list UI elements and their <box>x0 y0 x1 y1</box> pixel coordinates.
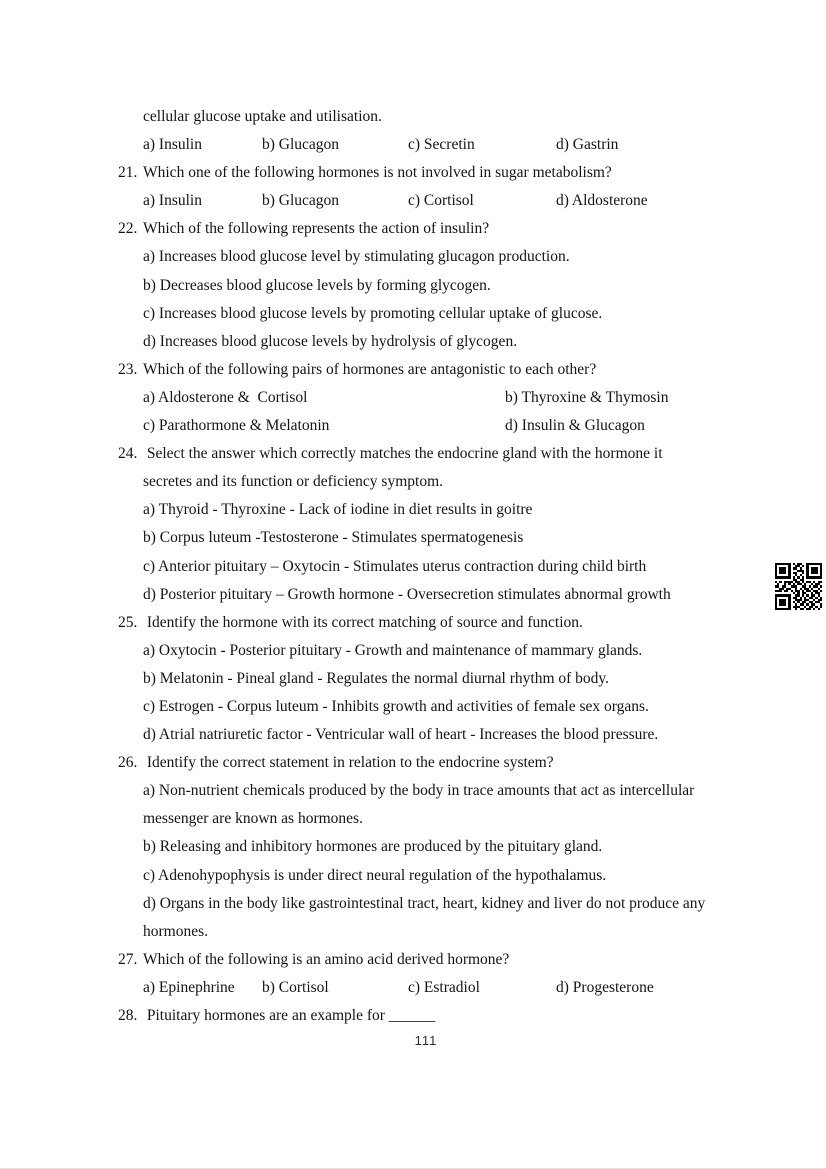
option-line <box>118 524 820 552</box>
line-text: d) Increases blood glucose levels by hydrolysis of glycogen. <box>143 332 518 350</box>
qr-module <box>820 608 822 610</box>
line-text: c) Adenohypophysis is under direct neural regulation of the hypothalamus. <box>143 866 607 884</box>
line-text: d) Atrial natriuretic factor - Ventricular wall of heart - Increases the blood pressure. <box>143 726 659 744</box>
question-text: Select the answer which correctly matches the endocrine gland with the hormone it <box>143 445 663 463</box>
option-item: c) Parathormone & Melatonin <box>143 417 330 435</box>
option-line <box>118 300 820 328</box>
line-text: b) Decreases blood glucose levels by forming glycogen. <box>143 276 491 294</box>
option-item: c) Secretin <box>408 136 475 154</box>
question-text: Pituitary hormones are an example for ______ <box>143 1007 436 1024</box>
question-line <box>118 946 820 974</box>
line-text: a) Oxytocin - Posterior pituitary - Growth and maintenance of mammary glands. <box>143 641 643 659</box>
option-line <box>118 328 820 356</box>
question-line <box>118 356 820 384</box>
question-number: 27. <box>118 950 138 968</box>
question-line <box>118 215 820 243</box>
option-item: c) Cortisol <box>408 192 474 210</box>
option-item: d) Gastrin <box>556 136 619 154</box>
option-line <box>118 272 820 300</box>
question-text: Which of the following pairs of hormones are antagonistic to each other? <box>143 360 597 378</box>
continuation-line <box>118 805 820 833</box>
question-number: 25. <box>118 613 138 631</box>
question-number: 23. <box>118 360 138 378</box>
option-line <box>118 665 820 693</box>
option-line <box>118 243 820 271</box>
question-line <box>118 159 820 187</box>
line-text: a) Non-nutrient chemicals produced by the body in trace amounts that act as intercellular <box>143 782 695 800</box>
question-text: Which of the following is an amino acid derived hormone? <box>143 950 510 968</box>
options-row <box>118 384 820 412</box>
line-text: c) Increases blood glucose levels by promoting cellular uptake of glucose. <box>143 304 603 322</box>
option-item: a) Epinephrine <box>143 978 235 996</box>
option-line <box>118 581 820 609</box>
options-row <box>118 974 820 1002</box>
line-text: secretes and its function or deficiency symptom. <box>143 473 444 491</box>
page-number: 111 <box>414 1033 438 1048</box>
question-number: 21. <box>118 164 138 182</box>
line-text: messenger are known as hormones. <box>143 810 363 828</box>
question-number: 24. <box>118 445 138 463</box>
question-line <box>118 749 820 777</box>
line-text: c) Anterior pituitary – Oxytocin - Stimulates uterus contraction during child birth <box>143 557 647 575</box>
line-text: b) Releasing and inhibitory hormones are produced by the pituitary gland. <box>143 838 603 856</box>
line-text: b) Melatonin - Pineal gland - Regulates the normal diurnal rhythm of body. <box>143 669 610 687</box>
option-item: a) Insulin <box>143 192 202 210</box>
option-line <box>118 721 820 749</box>
option-line <box>118 693 820 721</box>
option-item: b) Glucagon <box>262 136 340 154</box>
question-list <box>118 103 820 1030</box>
question-number: 26. <box>118 754 138 772</box>
option-item: b) Glucagon <box>262 192 340 210</box>
continuation-line <box>118 103 820 131</box>
line-text: hormones. <box>143 922 209 940</box>
line-text: d) Organs in the body like gastrointestinal tract, heart, kidney and liver do not produce any <box>143 894 706 912</box>
option-item: a) Aldosterone & Cortisol <box>143 388 308 406</box>
option-line <box>118 833 820 861</box>
option-item: a) Insulin <box>143 136 202 154</box>
options-row <box>118 187 820 215</box>
question-line <box>118 440 820 468</box>
option-line <box>118 777 820 805</box>
option-item: b) Thyroxine & Thymosin <box>505 388 669 406</box>
continuation-line <box>118 918 820 946</box>
option-item: d) Progesterone <box>556 978 654 996</box>
option-item: d) Aldosterone <box>556 192 648 210</box>
question-line <box>118 1002 820 1030</box>
options-row <box>118 131 820 159</box>
question-text: Which one of the following hormones is not involved in sugar metabolism? <box>143 164 612 182</box>
line-text: d) Posterior pituitary – Growth hormone - Oversecretion stimulates abnormal growth <box>143 585 671 603</box>
option-item: c) Estradiol <box>408 978 480 996</box>
question-text: Identify the hormone with its correct matching of source and function. <box>143 613 583 631</box>
qr-code <box>775 563 822 610</box>
option-line <box>118 862 820 890</box>
question-line <box>118 609 820 637</box>
option-line <box>118 553 820 581</box>
line-text: cellular glucose uptake and utilisation. <box>143 108 382 125</box>
question-number: 28. <box>118 1007 138 1024</box>
option-item: b) Cortisol <box>262 978 329 996</box>
option-line <box>118 496 820 524</box>
line-text: a) Increases blood glucose level by stimulating glucagon production. <box>143 248 570 266</box>
question-text: Which of the following represents the action of insulin? <box>143 220 490 238</box>
question-text: Identify the correct statement in relation to the endocrine system? <box>143 754 554 772</box>
options-row <box>118 412 820 440</box>
line-text: a) Thyroid - Thyroxine - Lack of iodine in diet results in goitre <box>143 501 533 519</box>
question-number: 22. <box>118 220 138 238</box>
line-text: b) Corpus luteum -Testosterone - Stimulates spermatogenesis <box>143 529 524 547</box>
continuation-line <box>118 468 820 496</box>
option-line <box>118 637 820 665</box>
option-line <box>118 890 820 918</box>
line-text: c) Estrogen - Corpus luteum - Inhibits growth and activities of female sex organs. <box>143 697 649 715</box>
option-item: d) Insulin & Glucagon <box>505 417 645 435</box>
